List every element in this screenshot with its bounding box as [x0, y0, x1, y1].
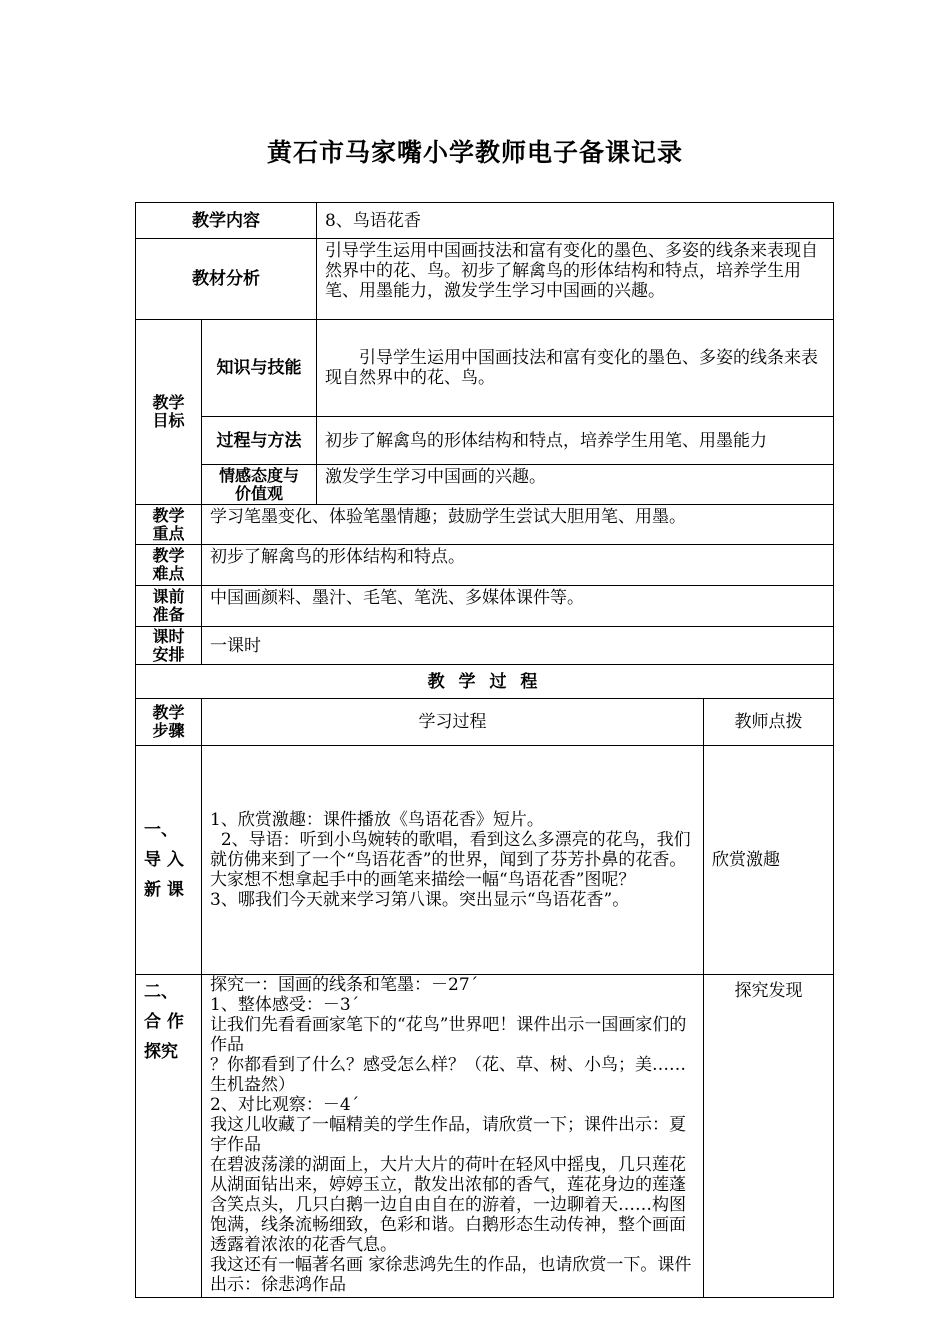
step-2-learn-line: 我这儿收藏了一幅精美的学生作品，请欣赏一下；课件出示：夏宇作品	[210, 1115, 686, 1155]
goal-value-process: 初步了解禽鸟的形体结构和特点，培养学生用笔、用墨能力	[317, 417, 834, 465]
goal-label-process: 过程与方法	[202, 417, 317, 465]
content-value: 8、鸟语花香	[317, 203, 834, 239]
page-title: 黄石市马家嘴小学教师电子备课记录	[266, 138, 683, 167]
goal-label-attitude: 情感态度与价值观	[202, 465, 317, 505]
time-label: 课时安排	[136, 627, 202, 665]
step-2-teacher: 探究发现	[704, 975, 834, 1298]
key-label: 教学重点	[136, 505, 202, 545]
step-1-learn	[202, 746, 704, 975]
prep-label: 课前准备	[136, 586, 202, 627]
goal-value-knowledge: 引导学生运用中国画技法和富有变化的墨色、多姿的线条来表现自然界中的花、鸟。	[317, 320, 834, 417]
step-1-learn-line: 1、欣赏激趣：课件播放《鸟语花香》短片。	[210, 810, 544, 830]
content-label: 教学内容	[136, 203, 317, 239]
difficulty-value: 初步了解禽鸟的形体结构和特点。	[202, 545, 834, 586]
process-header: 教 学 过 程	[136, 665, 834, 699]
goal-label-knowledge: 知识与技能	[202, 320, 317, 417]
goal-value-attitude: 激发学生学习中国画的兴趣。	[317, 465, 834, 505]
step-1-learn-line: 2、导语：听到小鸟婉转的歌唱，看到这么多漂亮的花鸟，我们就仿佛来到了一个“鸟语花香”的世界，闻到了芬芳扑鼻的花香。大家想不想拿起手中的画笔来描绘一幅“鸟语花香”图呢？	[210, 830, 691, 890]
step-1-learn-line: 3、哪我们今天就来学习第八课。突出显示“鸟语花香”。	[210, 890, 630, 910]
prep-value: 中国画颜料、墨汁、毛笔、笔洗、多媒体课件等。	[202, 586, 834, 627]
step-2-learn-line: 我这还有一幅著名画 家徐悲鸿先生的作品，也请欣赏一下。课件出示：徐悲鸿作品	[210, 1255, 692, 1295]
step-2-learn-line: 让我们先看看画家笔下的“花鸟”世界吧！课件出示一国画家们的作品	[210, 1015, 687, 1055]
lesson-table	[135, 202, 834, 1298]
analysis-value: 引导学生运用中国画技法和富有变化的墨色、多姿的线条来表现自然界中的花、鸟。初步了解禽鸟的形体结构和特点，培养学生用笔、用墨能力，激发学生学习中国画的兴趣。	[317, 239, 834, 320]
step-1-label: 一、 导 入 新 课	[136, 746, 202, 975]
step-2-learn-line: 1、整体感受：－3ˊ	[210, 995, 360, 1015]
step-2-learn-line: 探究一：国画的线条和笔墨：－27ˊ	[210, 975, 479, 995]
col-step-header: 教学步骤	[136, 699, 202, 746]
col-learn-header: 学习过程	[202, 699, 704, 746]
difficulty-label: 教学难点	[136, 545, 202, 586]
key-value: 学习笔墨变化、体验笔墨情趣；鼓励学生尝试大胆用笔、用墨。	[202, 505, 834, 545]
col-teacher-header: 教师点拨	[704, 699, 834, 746]
step-2-learn-line: 2、对比观察：－4ˊ	[210, 1095, 360, 1115]
step-2-label: 二、 合 作 探究	[136, 975, 202, 1298]
time-value: 一课时	[202, 627, 834, 665]
step-2-learn	[202, 975, 704, 1298]
analysis-label: 教材分析	[136, 239, 317, 320]
step-2-learn-line: ？你都看到了什么？感受怎么样？（花、草、树、小鸟；美……生机盎然）	[210, 1055, 686, 1095]
step-2-learn-line: 在碧波荡漾的湖面上，大片大片的荷叶在轻风中摇曳，几只莲花从湖面钻出来，婷婷玉立，散发出浓郁的香气，莲花身边的莲蓬含笑点头，几只白鹅一边自由自在的游着，一边聊着天……构图饱满，线条流畅细致，色彩和谐。白鹅形态生动传神，整个画面透露着浓浓的花香气息。	[210, 1155, 686, 1255]
goal-label: 教学目标	[136, 320, 202, 505]
step-1-teacher: 欣赏激趣	[704, 746, 834, 975]
